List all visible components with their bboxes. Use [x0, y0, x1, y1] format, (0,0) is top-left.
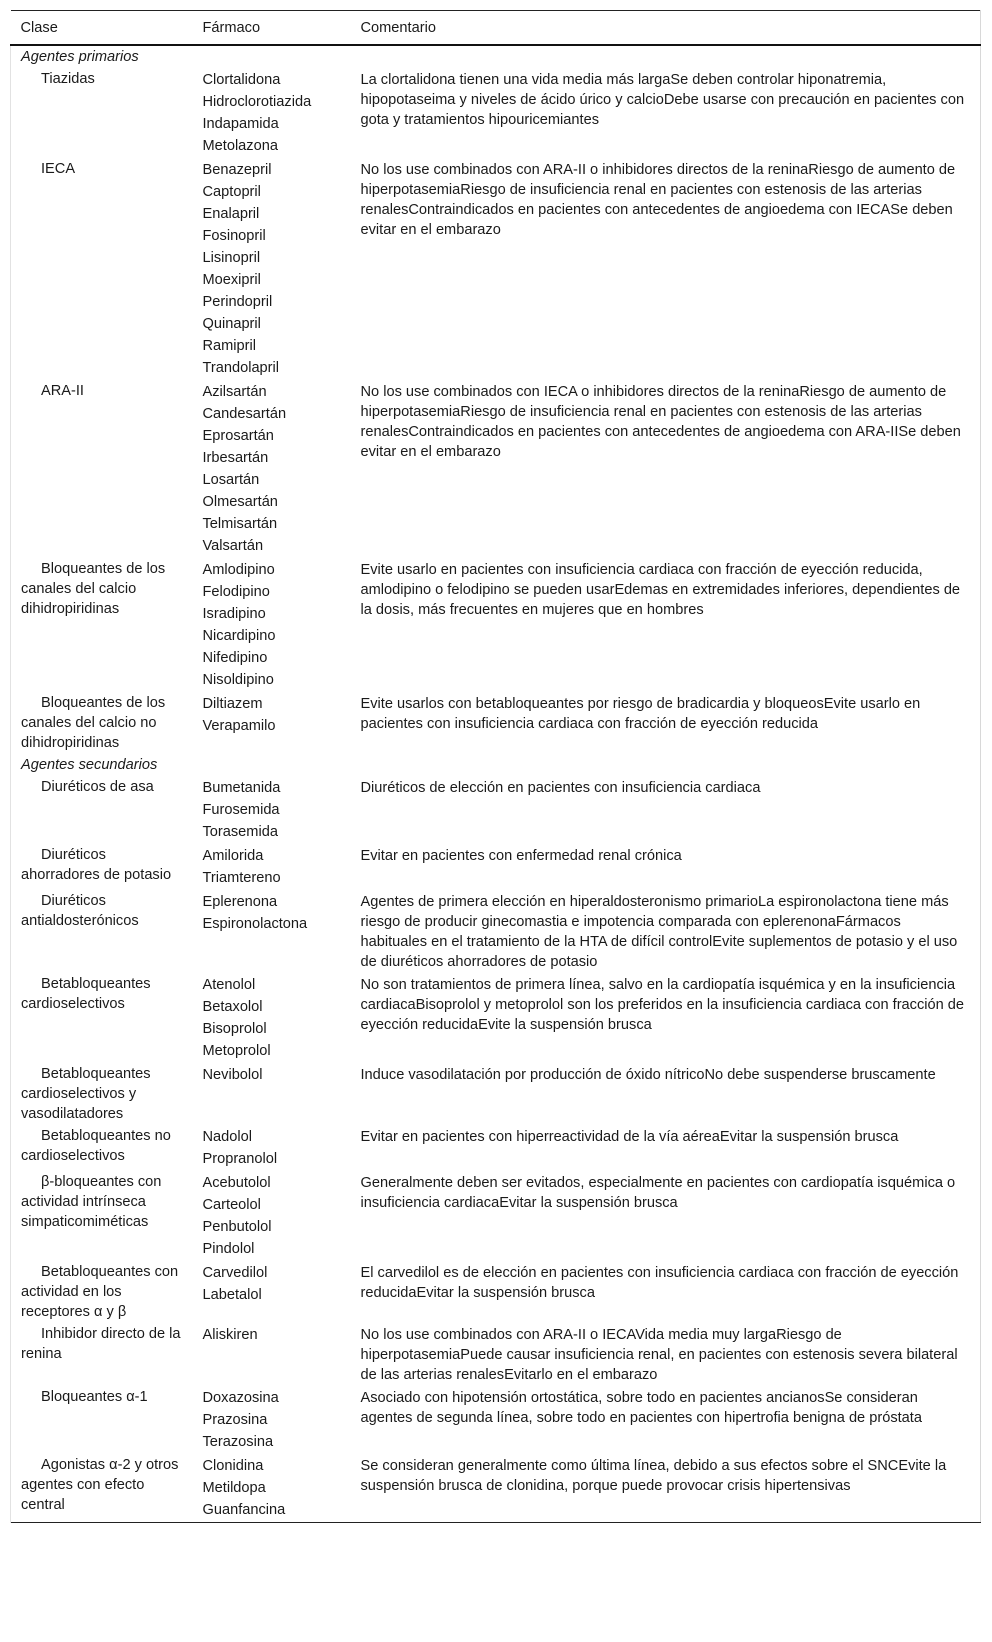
drug-comment — [351, 692, 981, 754]
drug-name: Captopril — [202, 184, 261, 200]
header-row — [11, 11, 981, 46]
drug-name: Lisinopril — [202, 250, 261, 266]
drug-name: Indapamida — [202, 116, 279, 132]
drug-list — [193, 1454, 351, 1523]
table-body — [11, 45, 981, 1523]
table-row — [11, 558, 981, 692]
header-farmaco: Fármaco — [193, 11, 351, 46]
drug-name: Pindolol — [202, 1241, 255, 1257]
table-row — [11, 1454, 981, 1523]
drug-name: Perindopril — [202, 294, 273, 310]
drug-name: Labetalol — [202, 1287, 262, 1303]
table-row — [11, 973, 981, 1063]
drug-comment — [351, 380, 981, 558]
drug-name: Nisoldipino — [202, 672, 274, 688]
drug-name: Carvedilol — [202, 1265, 268, 1281]
drug-name: Prazosina — [202, 1412, 268, 1428]
comment-text: Agentes de primera elección en hiperaldosteronismo primarioLa espironolactona tiene más riesgo de producir ginecomastia e impotencia comparada con eplerenonaFármacos habituales en el tratamiento de la HTA de difícil controlEvite suplementos de potasio y el uso de diuréticos ahorradores de potasio — [360, 894, 958, 970]
drug-name: Olmesartán — [202, 494, 278, 510]
drug-name: Nadolol — [202, 1129, 252, 1145]
drug-class: Betabloqueantes cardioselectivos — [11, 973, 193, 1063]
drug-name: Acebutolol — [202, 1175, 271, 1191]
comment-text: Evitar en pacientes con hiperreactividad de la vía aéreaEvitar la suspensión brusca — [360, 1129, 899, 1145]
comment-text: Asociado con hipotensión ortostática, sobre todo en pacientes ancianosSe consideran agentes de segunda línea, sobre todo en pacientes con hipertrofia benigna de próstata — [360, 1390, 922, 1426]
drug-class: Bloqueantes de los canales del calcio no dihidropiridinas — [11, 692, 193, 754]
drug-class: Betabloqueantes cardioselectivos y vasodilatadores — [11, 1063, 193, 1125]
drug-name: Triamtereno — [202, 870, 281, 886]
drug-name: Trandolapril — [202, 360, 280, 376]
drug-name: Metolazona — [202, 138, 278, 154]
header-clase: Clase — [11, 11, 193, 46]
drug-name: Torasemida — [202, 824, 278, 840]
drug-list — [193, 1125, 351, 1171]
section-label: Agentes secundarios — [11, 754, 193, 776]
drug-comment — [351, 158, 981, 380]
drug-name: Penbutolol — [202, 1219, 272, 1235]
drug-comment — [351, 1171, 981, 1261]
drug-comment — [351, 558, 981, 692]
section-row — [11, 754, 981, 776]
drug-name: Eprosartán — [202, 428, 274, 444]
header-comentario: Comentario — [351, 11, 981, 46]
drug-name: Irbesartán — [202, 450, 269, 466]
drug-class: Inhibidor directo de la renina — [11, 1323, 193, 1386]
drug-class: Agonistas α-2 y otros agentes con efecto central — [11, 1454, 193, 1523]
drug-class: Tiazidas — [11, 68, 193, 158]
drug-name: Espironolactona — [202, 916, 308, 932]
drug-list — [193, 558, 351, 692]
table-row — [11, 1125, 981, 1171]
drug-class: Betabloqueantes con actividad en los receptores α y β — [11, 1261, 193, 1323]
drug-name: Felodipino — [202, 584, 270, 600]
comment-text: No los use combinados con IECA o inhibidores directos de la reninaRiesgo de aumento de hiperpotasemiaRiesgo de insuficiencia renal en pacientes con estenosis de las arterias renalesContraindicados en pacientes con antecedentes de angioedema con ARA-IISe deben evitar en el embarazo — [360, 384, 961, 460]
drug-name: Amilorida — [202, 848, 264, 864]
drug-list — [193, 1063, 351, 1125]
drug-class: Bloqueantes de los canales del calcio dihidropiridinas — [11, 558, 193, 692]
table-row — [11, 1386, 981, 1454]
comment-text: La clortalidona tienen una vida media más largaSe deben controlar hiponatremia, hipopotaseima y niveles de ácido úrico y calcioDebe usarse con precaución en pacientes con gota y tratamientos hipouricemiantes — [360, 72, 965, 128]
drug-class: Diuréticos ahorradores de potasio — [11, 844, 193, 890]
drug-class: Diuréticos de asa — [11, 776, 193, 844]
comment-text: Evite usarlos con betabloqueantes por riesgo de bradicardia y bloqueosEvite usarlo en pacientes con insuficiencia cardiaca con fracción de eyección reducida — [360, 696, 921, 732]
drug-name: Bumetanida — [202, 780, 281, 796]
drug-name: Terazosina — [202, 1434, 274, 1450]
drug-list — [193, 776, 351, 844]
table-row — [11, 1171, 981, 1261]
table-row — [11, 692, 981, 754]
drug-name: Moexipril — [202, 272, 261, 288]
drug-name: Diltiazem — [202, 696, 263, 712]
drug-comment — [351, 1261, 981, 1323]
drug-list — [193, 1323, 351, 1386]
comment-text: No los use combinados con ARA-II o IECAVida media muy largaRiesgo de hiperpotasemiaPuede causar insuficiencia renal, en pacientes con estenosis severa bilateral de las arterias renalesEvitarlo en el embarazo — [360, 1327, 958, 1383]
drug-name: Betaxolol — [202, 999, 263, 1015]
drug-name: Carteolol — [202, 1197, 261, 1213]
drug-name: Furosemida — [202, 802, 280, 818]
drug-comment — [351, 776, 981, 844]
drug-name: Clortalidona — [202, 72, 281, 88]
drug-list — [193, 1386, 351, 1454]
drug-name: Nicardipino — [202, 628, 276, 644]
drug-list — [193, 1171, 351, 1261]
drug-name: Valsartán — [202, 538, 264, 554]
drug-list — [193, 973, 351, 1063]
drug-name: Isradipino — [202, 606, 266, 622]
drug-name: Metoprolol — [202, 1043, 271, 1059]
drug-name: Verapamilo — [202, 718, 276, 734]
drug-class: Diuréticos antialdosterónicos — [11, 890, 193, 973]
table-row — [11, 68, 981, 158]
comment-text: Evitar en pacientes con enfermedad renal crónica — [360, 848, 682, 864]
drug-name: Candesartán — [202, 406, 287, 422]
drug-name: Quinapril — [202, 316, 261, 332]
drug-class: Betabloqueantes no cardioselectivos — [11, 1125, 193, 1171]
comment-text: No son tratamientos de primera línea, salvo en la cardiopatía isquémica y en la insuficiencia cardiacaBisoprolol y metoprolol son los preferidos en la insuficiencia cardiaca con fracción de eyección reducidaEvite la suspensión brusca — [360, 977, 965, 1033]
drug-class: Bloqueantes α-1 — [11, 1386, 193, 1454]
drug-name: Metildopa — [202, 1480, 266, 1496]
drug-name: Hidroclorotiazida — [202, 94, 312, 110]
section-row — [11, 45, 981, 68]
drug-comment — [351, 844, 981, 890]
drug-name: Bisoprolol — [202, 1021, 267, 1037]
antihypertensive-drug-table — [10, 10, 981, 1523]
drug-name: Guanfancina — [202, 1502, 286, 1518]
comment-text: El carvedilol es de elección en pacientes con insuficiencia cardiaca con fracción de eyección reducidaEvitar la suspensión brusca — [360, 1265, 959, 1301]
drug-comment — [351, 1323, 981, 1386]
drug-comment — [351, 973, 981, 1063]
table-container — [10, 10, 980, 1523]
drug-name: Telmisartán — [202, 516, 278, 532]
drug-list — [193, 890, 351, 973]
drug-name: Amlodipino — [202, 562, 275, 578]
drug-list — [193, 692, 351, 754]
table-row — [11, 890, 981, 973]
table-row — [11, 1063, 981, 1125]
drug-name: Doxazosina — [202, 1390, 279, 1406]
comment-text: Induce vasodilatación por producción de óxido nítricoNo debe suspenderse bruscamente — [360, 1067, 936, 1083]
drug-name: Nevibolol — [202, 1067, 263, 1083]
drug-name: Clonidina — [202, 1458, 264, 1474]
table-row — [11, 158, 981, 380]
drug-comment — [351, 1386, 981, 1454]
drug-name: Eplerenona — [202, 894, 278, 910]
table-row — [11, 1261, 981, 1323]
drug-name: Fosinopril — [202, 228, 266, 244]
drug-name: Propranolol — [202, 1151, 278, 1167]
section-label: Agentes primarios — [11, 45, 193, 68]
drug-class: ARA-II — [11, 380, 193, 558]
drug-list — [193, 1261, 351, 1323]
comment-text: Diuréticos de elección en pacientes con insuficiencia cardiaca — [360, 780, 761, 796]
drug-comment — [351, 1063, 981, 1125]
drug-comment — [351, 1454, 981, 1523]
drug-name: Benazepril — [202, 162, 272, 178]
table-row — [11, 844, 981, 890]
drug-class: β-bloqueantes con actividad intrínseca simpaticomiméticas — [11, 1171, 193, 1261]
comment-text: No los use combinados con ARA-II o inhibidores directos de la reninaRiesgo de aumento de hiperpotasemiaRiesgo de insuficiencia renal en pacientes con estenosis de las arterias renalesContraindicados en pacientes con antecedentes de angioedema con IECASe deben evitar en el embarazo — [360, 162, 956, 238]
table-header — [11, 11, 981, 46]
drug-list — [193, 158, 351, 380]
drug-name: Atenolol — [202, 977, 256, 993]
table-row — [11, 1323, 981, 1386]
comment-text: Evite usarlo en pacientes con insuficiencia cardiaca con fracción de eyección reducida, amlodipino o felodipino se pueden usarEdemas en extremidades inferiores, dependientes de la dosis, más frecuentes en mujeres que en hombres — [360, 562, 961, 618]
drug-name: Azilsartán — [202, 384, 267, 400]
drug-name: Ramipril — [202, 338, 257, 354]
drug-class: IECA — [11, 158, 193, 380]
drug-comment — [351, 68, 981, 158]
drug-name: Enalapril — [202, 206, 260, 222]
comment-text: Se consideran generalmente como última línea, debido a sus efectos sobre el SNCEvite la suspensión brusca de clonidina, porque puede provocar crisis hipertensivas — [360, 1458, 947, 1494]
drug-name: Nifedipino — [202, 650, 268, 666]
drug-list — [193, 844, 351, 890]
drug-comment — [351, 1125, 981, 1171]
drug-comment — [351, 890, 981, 973]
drug-name: Losartán — [202, 472, 260, 488]
drug-list — [193, 68, 351, 158]
comment-text: Generalmente deben ser evitados, especialmente en pacientes con cardiopatía isquémica o insuficiencia cardiacaEvitar la suspensión brusca — [360, 1175, 956, 1211]
drug-list — [193, 380, 351, 558]
table-row — [11, 380, 981, 558]
table-row — [11, 776, 981, 844]
drug-name: Aliskiren — [202, 1327, 258, 1343]
